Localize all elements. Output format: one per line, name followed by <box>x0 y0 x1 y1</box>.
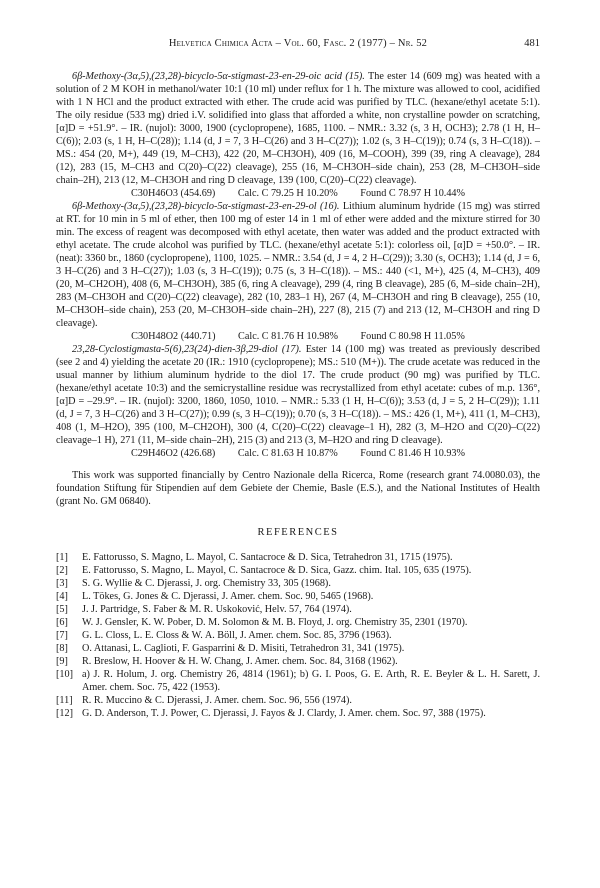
compound-title: 6β-Methoxy-(3α,5),(23,28)-bicyclo-5α-stigmast-23-en-29-ol (16). <box>72 201 340 212</box>
references-heading: REFERENCES <box>257 527 339 538</box>
reference-number: [12] <box>56 708 73 719</box>
compound-title: 6β-Methoxy-(3α,5),(23,28)-bicyclo-5α-stigmast-23-en-29-oic acid (15). <box>72 71 365 82</box>
reference-number: [2] <box>56 565 68 576</box>
reference-text: S. G. Wyllie & C. Djerassi, J. org. Chemistry 33, 305 (1968). <box>82 578 331 589</box>
molecular-formula: C30H46O3 (454.69) <box>130 188 216 199</box>
article-body <box>56 70 540 720</box>
reference-item <box>56 616 540 629</box>
reference-number: [6] <box>56 617 68 628</box>
experimental-text: Lithium aluminum hydride (15 mg) was stirred at RT. for 10 min in 5 ml of ether, then 100 mg of ester 14 in 1 ml of ether were added and the mixture stirred for 30 min. The excess of reagent was decomposed with ethyl acetate, then water was added and the product extracted with ethyl acetate. The crude alcohol was purified by TLC. (hexane/ethyl acetate 5:1): colorless oil, [α]D = +50.0°. – IR. (neat): 3360 br., 1860 (cyclopropene), 1100, 1025. – NMR.: 3.54 (d, J = 4, 2 H–C(29)); 3.30 (s, OCH3); 1.14 (d, J = 6, 3 H–C(26) and 3 H–C(27)); 1.03 (s, 3 H–C(19)); 0.75 (s, 3 H–C(18)). – MS.: 440 (<1, M+), 425 (4, M–CH3), 409 (20, M–CH2OH), 408 (6, M–CH3OH), 385 (6, ring A cleavage), 299 (4, ring B cleavage), 285 (6, M–side chain–2H), 283 (M–CH3OH and C(20)–C(22) cleavage), 282 (10, 283–1 H), 267 (4, M–CH3OH and ring B cleavage), 255 (10, M–CH3OH–side chain), 253 (20, M–CH3OH–side chain–2H), 227 (8), 215 (7) and 213 (12, M–CH3OH and ring D cleavage). <box>56 201 540 329</box>
experimental-text: The ester 14 (609 mg) was heated with a solution of 2 M KOH in methanol/water 10:1 (10 ml) under reflux for 1 h. The mixture was allowed to cool, acidified with 1 N HCl and the product extracted with ether. The crude acid was purified by TLC. (hexane/ethyl acetate 5:1). The oily residue (533 mg) dried i.V. solidified into glass that afforded a white, non crystalline powder on scratching, [α]D = +51.9°. – IR. (nujol): 3000, 1900 (cyclopropene), 1685, 1100. – NMR.: 3.32 (s, 3 H, OCH3); 2.78 (1 H, H–C(6)); 2.03 (s, 1 H, H–C(28)); 1.14 (d, J = 7, 3 H–C(26) and 3 H–C(27)); 1.02 (s, 3 H–C(19)); 0.74 (s, 3 H–C(18)). – MS.: 454 (20, M+), 449 (19, M–CH3), 422 (20, M–CH3OH), 409 (16, M–COOH), 399 (39, ring A cleavage), 284 (12), 283 (15, M–CH3 and C(20)–C(22) cleavage), 255 (16, M–CH3OH–side chain), 253 (28, M–CH3OH–side chain–2H), 213 (12, M–CH3OH and ring D cleavage, 139 (100, C(20)–C(22) cleavage). <box>56 71 540 186</box>
journal-title: Helvetica Chimica Acta – Vol. 60, Fasc. 2 (1977) – Nr. 52 <box>168 38 428 49</box>
reference-item <box>56 564 540 577</box>
reference-text: G. L. Closs, L. E. Closs & W. A. Böll, J. Amer. chem. Soc. 85, 3796 (1963). <box>82 630 392 641</box>
reference-item <box>56 629 540 642</box>
reference-text: G. D. Anderson, T. J. Power, C. Djerassi, J. Fayos & J. Clardy, J. Amer. chem. Soc. 97, 388 (1975). <box>82 708 486 719</box>
reference-number: [5] <box>56 604 68 615</box>
running-header <box>56 38 540 54</box>
reference-text: E. Fattorusso, S. Magno, L. Mayol, C. Santacroce & D. Sica, Tetrahedron 31, 1715 (1975). <box>82 552 453 563</box>
compound-title: 23,28-Cyclostigmasta-5(6),23(24)-dien-3β,29-diol (17). <box>72 344 302 355</box>
reference-number: [7] <box>56 630 68 641</box>
reference-text: J. J. Partridge, S. Faber & M. R. Uskoković, Helv. 57, 764 (1974). <box>82 604 352 615</box>
reference-item <box>56 668 540 694</box>
reference-number: [4] <box>56 591 68 602</box>
reference-item <box>56 707 540 720</box>
reference-number: [9] <box>56 656 68 667</box>
reference-number: [1] <box>56 552 68 563</box>
reference-number: [10] <box>56 669 73 680</box>
calc-values: Calc. C 81.76 H 10.98% <box>238 331 338 342</box>
reference-text: R. Breslow, H. Hoover & H. W. Chang, J. Amer. chem. Soc. 84, 3168 (1962). <box>82 656 398 667</box>
reference-text: R. R. Muccino & C. Djerassi, J. Amer. chem. Soc. 96, 556 (1974). <box>82 695 352 706</box>
elemental-analysis <box>56 330 540 343</box>
experimental-section-15 <box>56 70 540 187</box>
found-values: Found C 80.98 H 11.05% <box>360 331 465 342</box>
molecular-formula: C29H46O2 (426.68) <box>130 448 216 459</box>
reference-item <box>56 603 540 616</box>
reference-number: [3] <box>56 578 68 589</box>
reference-item <box>56 577 540 590</box>
experimental-section-16 <box>56 200 540 330</box>
reference-text: E. Fattorusso, S. Magno, L. Mayol, C. Santacroce & D. Sica, Gazz. chim. Ital. 105, 635 (1975). <box>82 565 472 576</box>
calc-values: Calc. C 81.63 H 10.87% <box>237 448 338 459</box>
elemental-analysis <box>56 447 540 460</box>
reference-item <box>56 590 540 603</box>
experimental-section-17 <box>56 343 540 447</box>
elemental-analysis <box>56 187 540 200</box>
references-list <box>56 551 540 720</box>
molecular-formula: C30H48O2 (440.71) <box>131 331 216 342</box>
reference-number: [11] <box>56 695 73 706</box>
reference-text: W. J. Gensler, K. W. Pober, D. M. Solomon & M. B. Floyd, J. org. Chemistry 35, 2301 (1970). <box>82 617 468 628</box>
found-values: Found C 78.97 H 10.44% <box>360 188 466 199</box>
reference-item <box>56 655 540 668</box>
calc-values: Calc. C 79.25 H 10.20% <box>237 188 338 199</box>
experimental-text: Ester 14 (100 mg) was treated as previously described (see 2 and 4) yielding the acetate 20 (IR.: 1910 (cyclopropene); MS.: 510 (M+)). The crude acetate was reduced in the usual manner by lithium aluminum hydride to the diol 17. The crude product (90 mg) was purified by TLC. (hexane/ethyl acetate 10:3) and the semicrystalline residue was recrystallized from ethyl acetate: cubes of m.p. 136°, [α]D = –29.9°. – IR. (nujol): 3200, 1860, 1050, 1010. – NMR.: 5.33 (1 H, H–C(6)); 3.53 (d, J = 5, 2 H–C(29)); 1.11 (d, J = 7, 3 H–C(26) and 3 H–C(27)); 0.99 (s, 3 H–C(19)); 0.70 (s, 3 H–C(18)). – MS.: 426 (1, M+), 411 (1, M–CH3), 408 (1, M–H2O), 395 (100, M–CH2OH), 300 (4, C(20)–C(22) cleavage–1 H), 282 (3, M–H2O and C(20)–C(22) cleavage–1 H), 271 (11, M–side chain–2H), 215 (3) and 213 (3, M–H2O and ring D cleavage). <box>56 344 540 446</box>
reference-item <box>56 551 540 564</box>
reference-number: [8] <box>56 643 68 654</box>
reference-text: a) J. R. Holum, J. org. Chemistry 26, 4814 (1961); b) G. I. Poos, G. E. Arth, R. E. Beyler & L. H. Sarett, J. Amer. chem. Soc. 75, 422 (1953). <box>82 669 540 693</box>
reference-item <box>56 642 540 655</box>
found-values: Found C 81.46 H 10.93% <box>360 448 466 459</box>
reference-text: L. Tökes, G. Jones & C. Djerassi, J. Amer. chem. Soc. 90, 5465 (1968). <box>82 591 374 602</box>
page-number: 481 <box>524 38 540 49</box>
reference-item <box>56 694 540 707</box>
acknowledgement: This work was supported financially by Centro Nazionale della Ricerca, Rome (research grant 74.0080.03), the foundation Stiftung für Stipendien auf dem Gebiete der Chemie, Basle (E.S.), and the National Institutes of Health (grant No. GM 06840). <box>56 470 540 507</box>
reference-text: O. Attanasi, L. Caglioti, F. Gasparrini & D. Misiti, Tetrahedron 31, 341 (1975). <box>82 643 405 654</box>
